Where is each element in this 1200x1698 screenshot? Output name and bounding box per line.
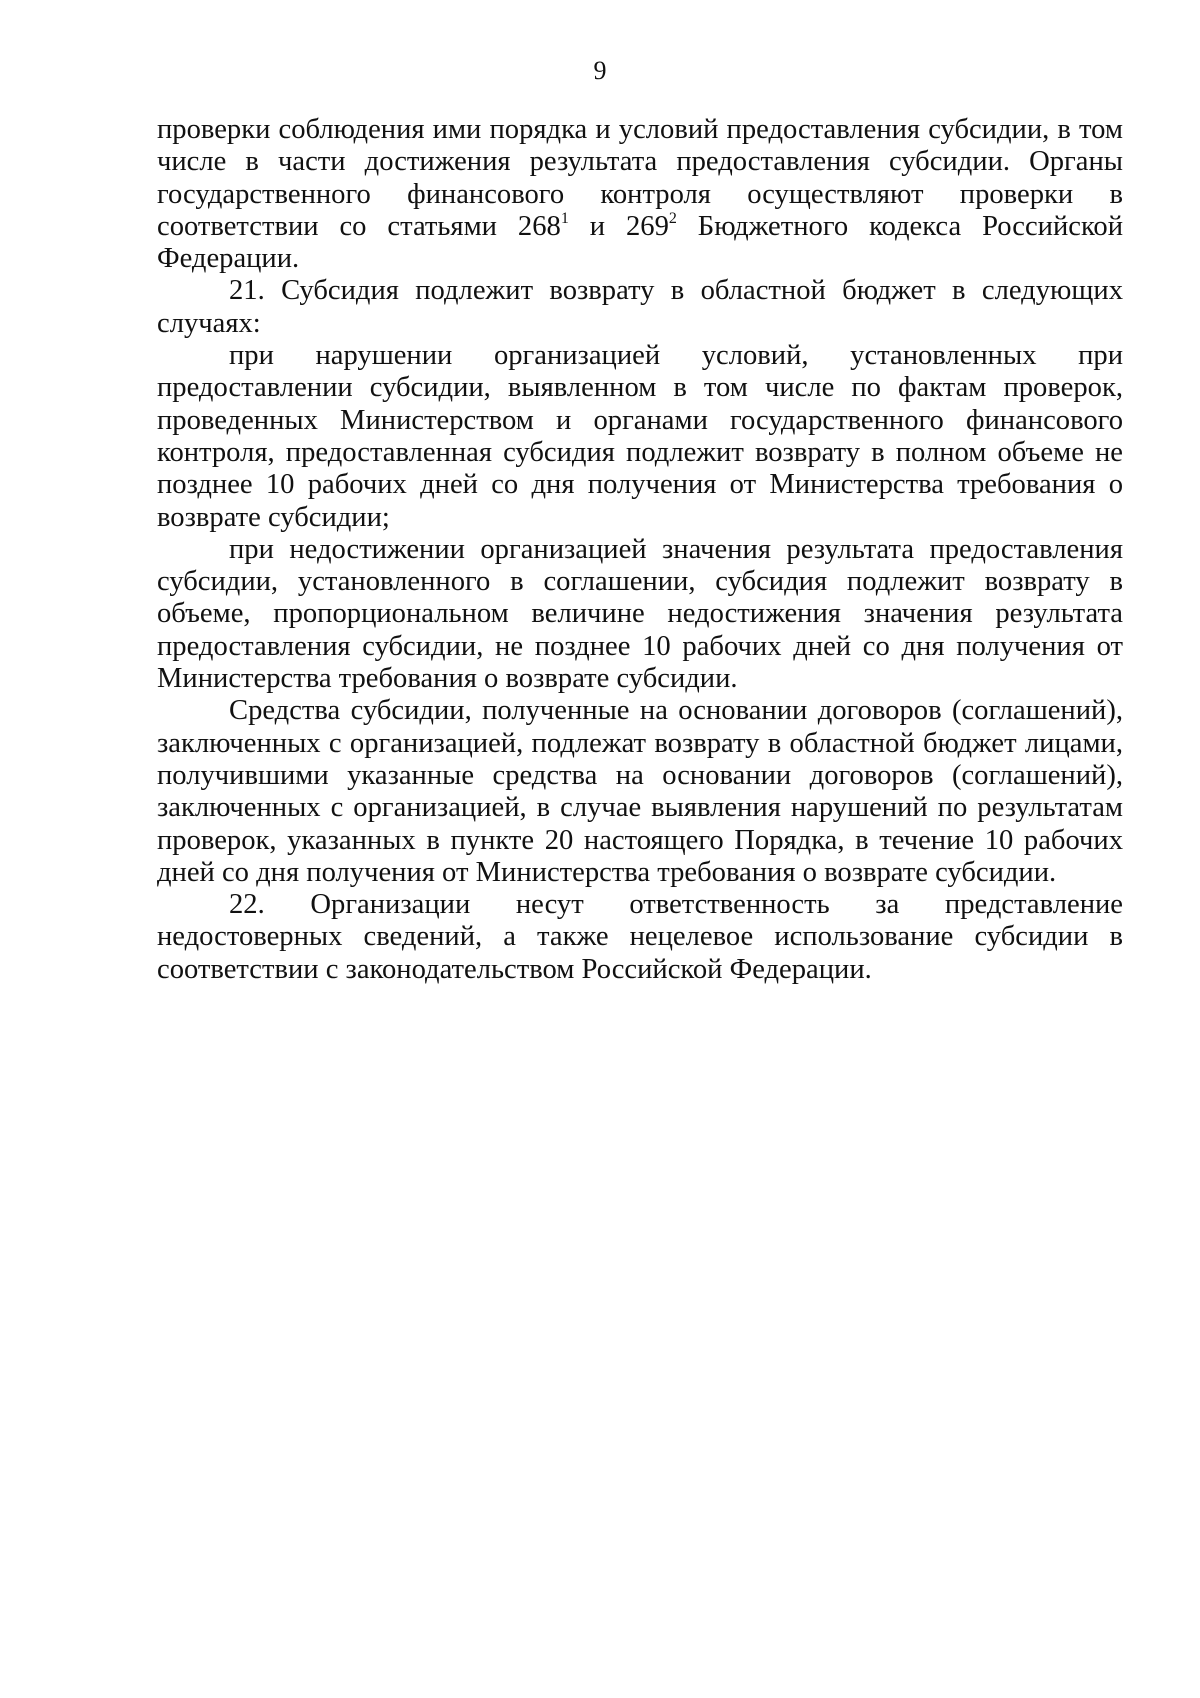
page-number: 9 (593, 56, 607, 85)
paragraph-subsidy-funds-return: Средства субсидии, полученные на основании договоров (соглашений), заключенных с организацией, подлежат возврату в областной бюджет лицами, получившими указанные средства на основании договоров (соглашений), заключенных с организацией, в случае выявления нарушений по результатам проверок, указанных в пункте 20 настоящего Порядка, в течение 10 рабочих дней со дня получения от Министерства требования о возврате субсидии. (157, 695, 1123, 888)
paragraph-text: и 269 (568, 210, 669, 242)
article-superscript: 1 (560, 209, 569, 227)
paragraph-text: Бюджетного кодекса Российской Федерации. (157, 210, 1123, 275)
paragraph-text: проверки соблюдения ими порядка и условий предоставления субсидии, в том числе в части достижения результата предоставления субсидии. Органы государственного финансового контроля осуществляют проверки в соответствии со статьями 268 (157, 114, 1123, 242)
paragraph-clause-21: 21. Субсидия подлежит возврату в областной бюджет в следующих случаях: (157, 275, 1123, 339)
article-superscript: 2 (668, 209, 677, 227)
document-body (157, 114, 1123, 986)
paragraph-non-achievement-case: при недостижении организацией значения результата предоставления субсидии, установленного в соглашении, субсидия подлежит возврату в объеме, пропорциональном величине недостижения значения результата предоставления субсидии, не позднее 10 рабочих дней со дня получения от Министерства требования о возврате субсидии. (157, 533, 1123, 695)
paragraph-violation-case: при нарушении организацией условий, установленных при предоставлении субсидии, выявленном в том числе по фактам проверок, проведенных Министерством и органами государственного финансового контроля, предоставленная субсидия подлежит возврату в полном объеме не позднее 10 рабочих дней со дня получения от Министерства требования о возврате субсидии; (157, 340, 1123, 533)
paragraph-audit-continuation (157, 114, 1123, 275)
paragraph-clause-22: 22. Организации несут ответственность за представление недостоверных сведений, а также нецелевое использование субсидии в соответствии с законодательством Российской Федерации. (157, 889, 1123, 985)
